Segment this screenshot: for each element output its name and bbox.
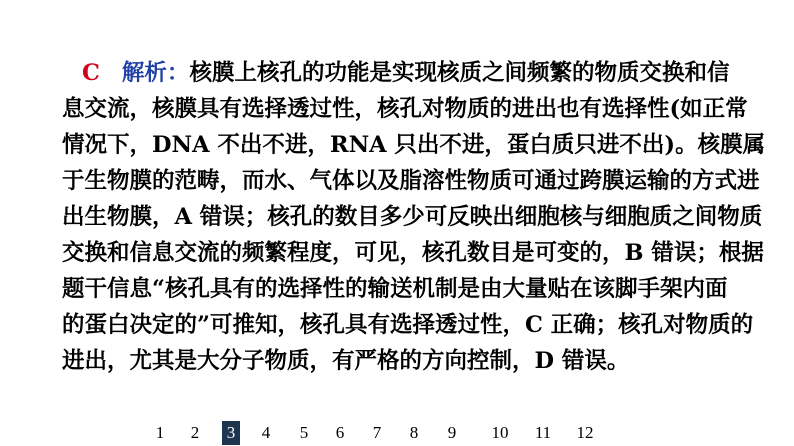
page-link-2[interactable]: 2 [190,423,200,442]
page-link-9[interactable]: 9 [447,423,457,442]
explanation-line-3: 情况下，DNA 不出不进，RNA 只出不进，蛋白质只进不出)。核膜属 [62,132,766,158]
page-link-1[interactable]: 1 [155,423,165,442]
explanation-label: 解析： [121,60,190,86]
explanation-line-2: 息交流，核膜具有选择透过性，核孔对物质的进出也有选择性(如正常 [62,96,748,122]
answer-letter: C [82,60,100,86]
page-link-11[interactable]: 11 [534,423,552,442]
page-navigation [0,420,794,446]
explanation-line-4: 于生物膜的范畴，而水、气体以及脂溶性物质可通过跨膜运输的方式进 [62,168,760,194]
page-link-12[interactable]: 12 [576,423,594,442]
explanation-text: 核膜上核孔的功能是实现核质之间频繁的物质交换和信 [189,60,730,86]
explanation-line-1 [62,58,729,90]
explanation-line-5: 出生物膜，A 错误；核孔的数目多少可反映出细胞核与细胞质之间物质 [62,204,763,230]
page-link-7[interactable]: 7 [372,423,382,442]
explanation-line-9: 进出，尤其是大分子物质，有严格的方向控制，D 错误。 [62,348,630,374]
explanation-line-7: 题干信息“核孔具有的选择性的输送机制是由大量贴在该脚手架内面 [62,276,728,302]
page-link-5[interactable]: 5 [299,423,309,442]
page-link-8[interactable]: 8 [409,423,419,442]
page-link-10[interactable]: 10 [491,423,509,442]
page-link-4[interactable]: 4 [261,423,271,442]
page-link-3-current[interactable]: 3 [222,421,240,445]
explanation-line-8: 的蛋白决定的”可推知，核孔具有选择透过性，C 正确；核孔对物质的 [62,312,754,338]
page-link-6[interactable]: 6 [335,423,345,442]
explanation-line-6: 交换和信息交流的频繁程度，可见，核孔数目是可变的，B 错误；根据 [62,240,764,266]
